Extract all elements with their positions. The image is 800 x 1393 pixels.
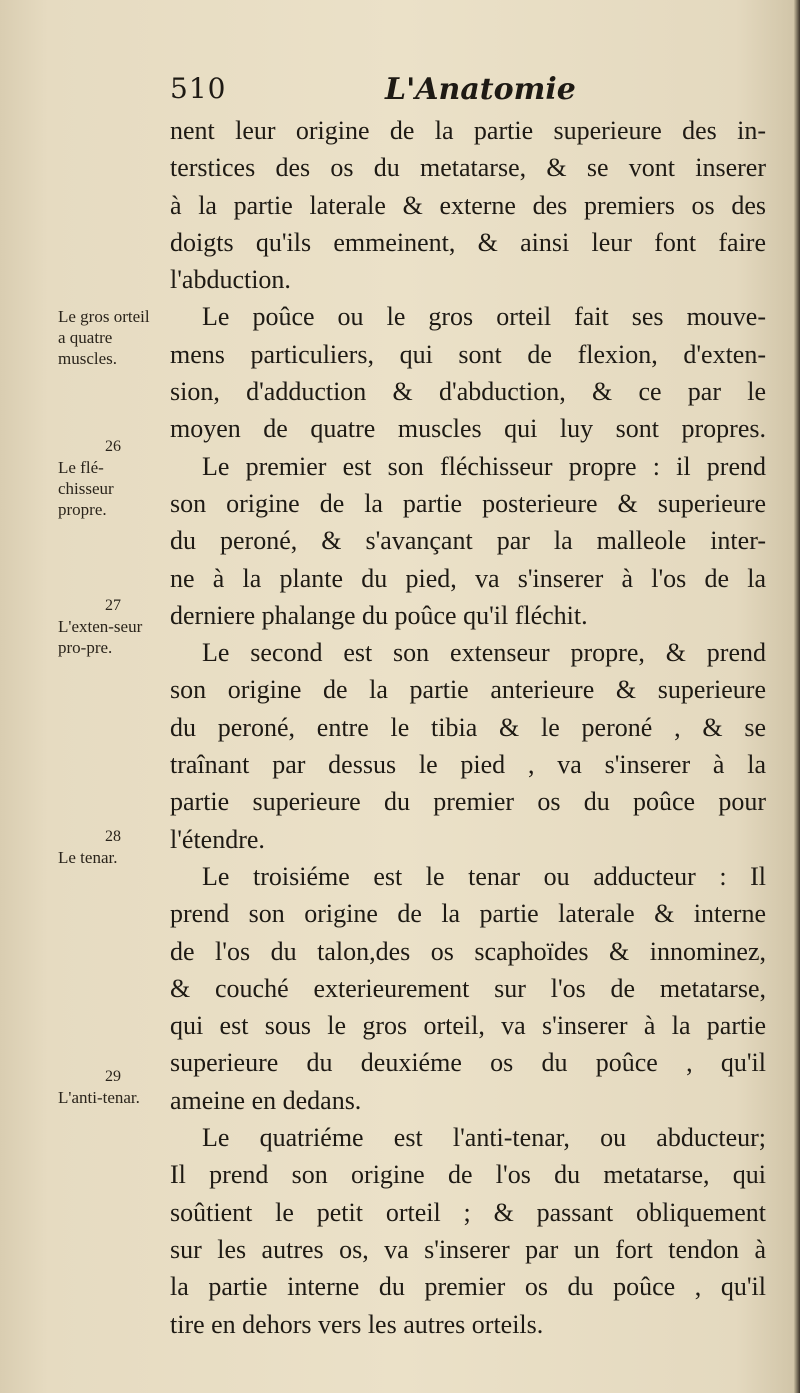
text-line: sur les autres os, va s'inserer par un fort tendon à <box>170 1234 766 1264</box>
text-line: superieure du deuxiéme os du poûce , qu'il <box>170 1048 766 1078</box>
margin-note <box>58 306 158 369</box>
running-title: L'Anatomie <box>385 72 576 107</box>
text-line: l'abduction. <box>170 265 291 295</box>
text-line: derniere phalange du poûce qu'il fléchit. <box>170 600 588 630</box>
text-line: terstices des os du metatarse, & se vont inserer <box>170 153 766 183</box>
text-line: soûtient le petit orteil ; & passant obliquement <box>170 1197 766 1227</box>
text-line: Le troisiéme est le tenar ou adducteur : Il <box>202 861 766 891</box>
text-line: traînant par dessus le pied , va s'inserer à la <box>170 750 766 780</box>
text-line: ne à la plante du pied, va s'inserer à l'os de la <box>170 563 766 593</box>
text-line: prend son origine de la partie laterale & interne <box>170 899 766 929</box>
text-line: partie superieure du premier os du poûce pour <box>170 787 766 817</box>
margin-note <box>58 1066 158 1108</box>
text-line: Il prend son origine de l'os du metatarse, qui <box>170 1160 766 1190</box>
text-line: à la partie laterale & externe des premiers os des <box>170 190 766 220</box>
margin-note-number: 28 <box>105 828 121 845</box>
page-number: 510 <box>170 72 227 105</box>
margin-note-text: L'exten-seur pro-pre. <box>58 617 143 657</box>
text-line: l'étendre. <box>170 824 265 854</box>
body-text <box>170 112 766 1343</box>
text-line: de l'os du talon,des os scaphoïdes & innominez, <box>170 936 766 966</box>
margin-note-number: 27 <box>105 597 121 614</box>
text-line: son origine de la partie anterieure & superieure <box>170 675 766 705</box>
text-line: doigts qu'ils emmeinent, & ainsi leur font faire <box>170 227 766 257</box>
text-line: Le quatriéme est l'anti-tenar, ou abducteur; <box>202 1123 766 1153</box>
margin-note <box>58 826 158 868</box>
margin-note <box>58 436 158 520</box>
text-line: du peroné, & s'avançant par la malleole inter- <box>170 526 766 556</box>
text-line: Le premier est son fléchisseur propre : il prend <box>202 451 766 481</box>
text-line: du peroné, entre le tibia & le peroné , & se <box>170 712 766 742</box>
text-line: qui est sous le gros orteil, va s'inserer à la partie <box>170 1011 766 1041</box>
text-line: mens particuliers, qui sont de flexion, d'exten- <box>170 339 766 369</box>
page-edge <box>794 0 800 1393</box>
text-line: ameine en dedans. <box>170 1085 362 1115</box>
text-line: la partie interne du premier os du poûce , qu'il <box>170 1272 766 1302</box>
margin-note-text: Le flé-chisseur propre. <box>58 458 114 519</box>
text-line: tire en dehors vers les autres orteils. <box>170 1309 544 1339</box>
margin-note <box>58 595 158 658</box>
text-line: nent leur origine de la partie superieure des in- <box>170 116 766 145</box>
text-line: Le second est son extenseur propre, & prend <box>202 638 766 668</box>
text-line: Le poûce ou le gros orteil fait ses mouve- <box>202 302 766 332</box>
text-line: moyen de quatre muscles qui luy sont propres. <box>170 414 766 444</box>
margin-note-text: Le tenar. <box>58 848 118 867</box>
margin-note-text: Le gros orteil a quatre muscles. <box>58 307 150 368</box>
text-line: son origine de la partie posterieure & superieure <box>170 488 766 518</box>
text-line: sion, d'adduction & d'abduction, & ce par le <box>170 377 766 407</box>
margin-note-text: L'anti-tenar. <box>58 1088 140 1107</box>
page-header <box>170 72 760 112</box>
margin-note-number: 26 <box>105 438 121 455</box>
margin-note-number: 29 <box>105 1068 121 1085</box>
text-line: & couché exterieurement sur l'os de metatarse, <box>170 973 766 1003</box>
